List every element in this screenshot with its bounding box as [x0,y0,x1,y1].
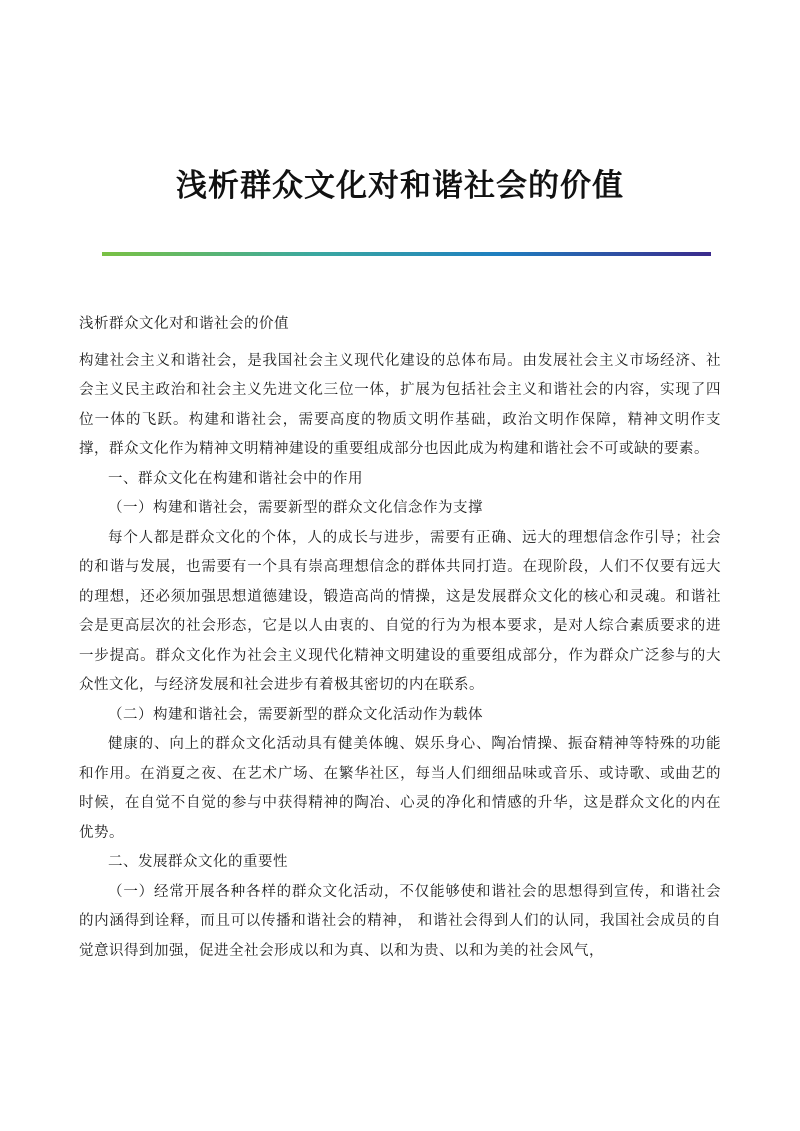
section-heading-2: 二、发展群众文化的重要性 [108,854,288,870]
paragraph-2-1: （一）经常开展各种各样的群众文化活动，不仅能够使和谐社会的思想得到宣传，和谐社会的内涵得到诠释，而且可以传播和谐社会的精神， 和谐社会得到人们的认同，我国社会成员的自觉意识得到加强，促进全社会形成以和为真、以和为贵、以和为美的社会风气， [79,883,721,959]
title-divider [102,252,711,256]
document-body [79,310,721,966]
section-heading-1: 一、群众文化在构建和谐社会中的作用 [108,470,363,487]
paragraph-intro: 构建社会主义和谐社会，是我国社会主义现代化建设的总体布局。由发展社会主义市场经济、社会主义民主政治和社会主义先进文化三位一体，扩展为包括社会主义和谐社会的内容，实现了四位一体的飞跃。构建和谐社会，需要高度的物质文明作基础，政治文明作保障，精神文明作支撑，群众文化作为精神文明精神建设的重要组成部分也因此成为构建和谐社会不可或缺的要素。 [79,352,721,457]
paragraph-1-2: 健康的、向上的群众文化活动具有健美体魄、娱乐身心、陶冶情操、振奋精神等特殊的功能和作用。在消夏之夜、在艺术广场、在繁华社区，每当人们细细品味或音乐、或诗歌、或曲艺的时候，在自觉不自觉的参与中获得精神的陶冶、心灵的净化和情感的升华，这是群众文化的内在优势。 [79,736,721,841]
subsection-heading-1-2: （二）构建和谐社会，需要新型的群众文化活动作为载体 [108,706,483,723]
document-subtitle: 浅析群众文化对和谐社会的价值 [79,316,289,332]
paragraph-1-1: 每个人都是群众文化的个体，人的成长与进步，需要有正确、远大的理想信念作引导；社会的和谐与发展，也需要有一个具有崇高理想信念的群体共同打造。在现阶段，人们不仅要有远大的理想，还必须加强思想道德建设，锻造高尚的情操，这是发展群众文化的核心和灵魂。和谐社会是更高层次的社会形态，它是以人由衷的、自觉的行为为根本要求，是对人综合素质要求的进一步提高。群众文化作为社会主义现代化精神文明建设的重要组成部分，作为群众广泛参与的大众性文化，与经济发展和社会进步有着极其密切的内在联系。 [79,529,721,693]
document-title: 浅析群众文化对和谐社会的价值 [176,168,624,204]
subsection-heading-1-1: （一）构建和谐社会，需要新型的群众文化信念作为支撑 [108,500,483,516]
